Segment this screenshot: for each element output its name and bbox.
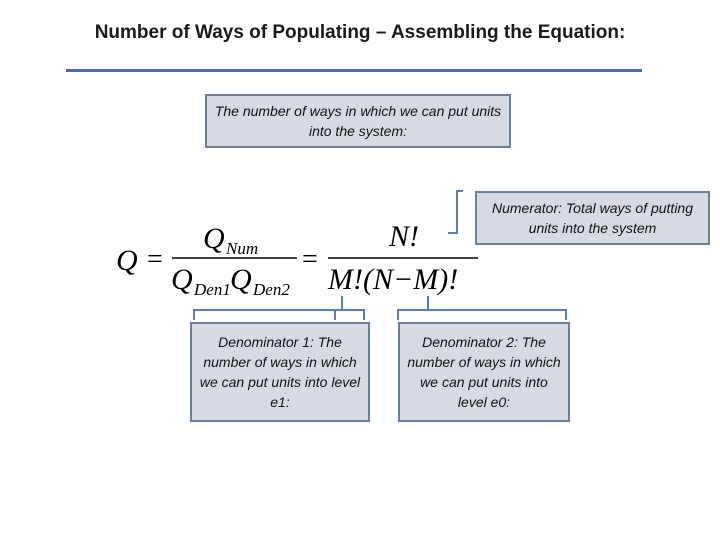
frac2-denominator: M!(N−M)! xyxy=(328,263,459,296)
denominator2-text: Denominator 2: The number of ways in which we can put units into level e0: xyxy=(407,334,561,410)
eq-sign-1: = xyxy=(147,244,163,275)
frac2-numerator: N! xyxy=(389,220,419,253)
frac1-den-b: Q xyxy=(230,263,252,296)
frac1-numerator-sub: Num xyxy=(226,239,259,258)
den1-bracket-right xyxy=(335,310,364,320)
eq-lhs: Q xyxy=(116,244,138,277)
den2-bracket xyxy=(398,310,566,320)
frac1-den-a: Q xyxy=(171,263,193,296)
numerator-text: Numerator: Total ways of putting units into the system xyxy=(491,200,694,236)
frac1-den-b-sub: Den2 xyxy=(253,280,290,299)
slide-title: Number of Ways of Populating – Assembling the Equation: xyxy=(94,22,626,43)
denominator1-text: Denominator 1: The number of ways in which we can put units into level e1: xyxy=(199,334,361,410)
frac1-numerator: Q xyxy=(203,222,225,255)
eq-sign-2: = xyxy=(302,244,318,275)
frac1-den-a-sub: Den1 xyxy=(194,280,231,299)
den1-bracket-left xyxy=(194,310,335,320)
system-ways-text: The number of ways in which we can put units into the system: xyxy=(214,103,502,139)
numerator-bracket xyxy=(450,191,463,233)
